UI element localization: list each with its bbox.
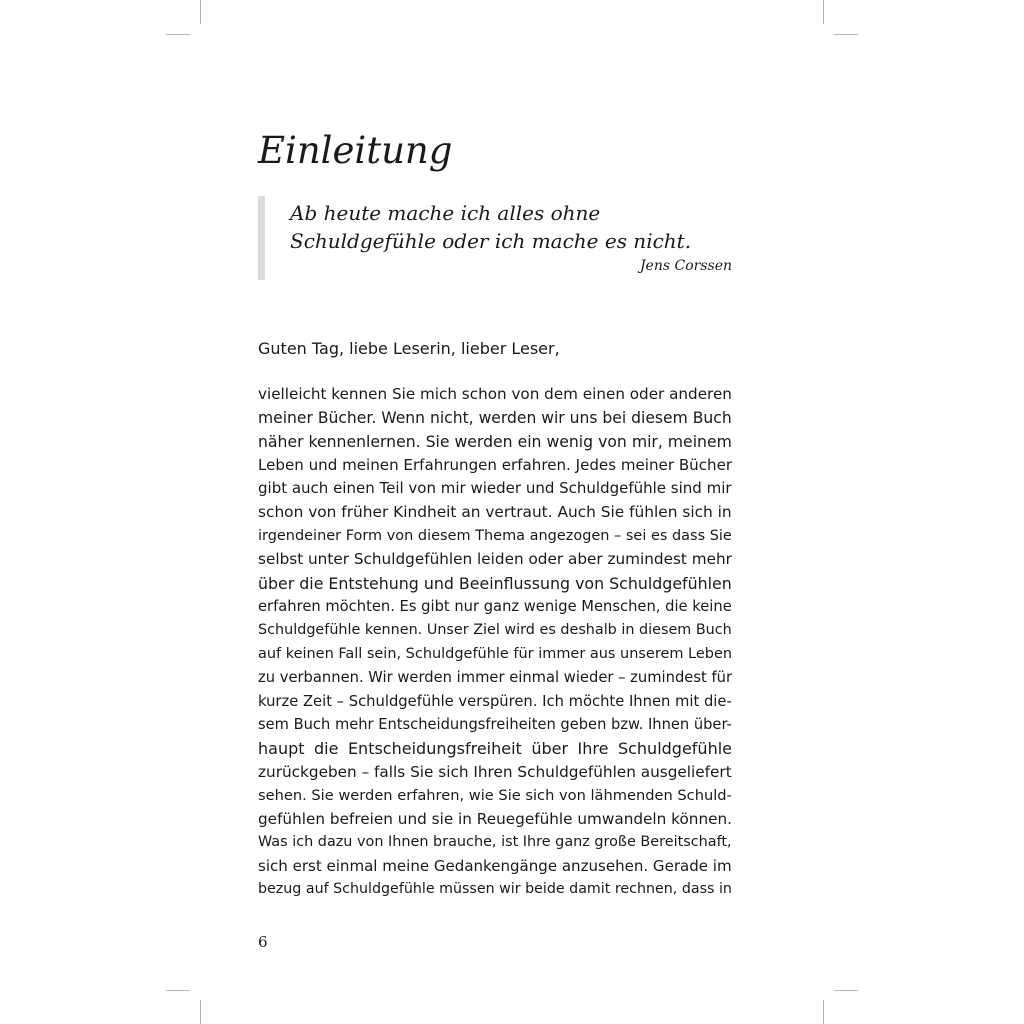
- crop-mark-bottom-right-vertical: [823, 1000, 824, 1024]
- crop-mark-bottom-left-vertical: [200, 1000, 201, 1024]
- body-line: gefühlen befreien und sie in Reuegefühle umwandeln können.: [258, 809, 732, 828]
- body-line: zu verbannen. Wir werden immer einmal wieder – zumindest für: [258, 669, 732, 687]
- epigraph-author: Jens Corssen: [639, 258, 732, 274]
- crop-mark-top-left-vertical: [200, 0, 201, 24]
- body-line: Was ich dazu von Ihnen brauche, ist Ihre ganz große Bereitschaft,: [258, 834, 732, 851]
- body-line: näher kennenlernen. Sie werden ein wenig von mir, meinem: [258, 432, 732, 452]
- body-paragraph: [258, 383, 732, 902]
- body-line: irgendeiner Form von diesem Thema angezogen – sei es dass Sie: [258, 527, 732, 544]
- body-line: vielleicht kennen Sie mich schon von dem einen oder anderen: [258, 385, 732, 403]
- body-line: auf keinen Fall sein, Schuldgefühle für immer aus unserem Leben: [258, 645, 732, 662]
- body-line: erfahren möchten. Es gibt nur ganz wenige Menschen, die keine: [258, 598, 732, 616]
- epigraph: [258, 196, 732, 280]
- crop-mark-top-left-horizontal: [166, 34, 190, 35]
- epigraph-line: Schuldgefühle oder ich mache es nicht.: [290, 229, 692, 253]
- body-line: bezug auf Schuldgefühle müssen wir beide damit rechnen, dass in: [258, 881, 732, 898]
- body-line: kurze Zeit – Schuldgefühle verspüren. Ich möchte Ihnen mit die-: [258, 692, 732, 710]
- crop-mark-bottom-left-horizontal: [166, 990, 190, 991]
- body-line: zurückgeben – falls Sie sich Ihren Schuldgefühlen ausgeliefert: [258, 762, 732, 781]
- body-line: sich erst einmal meine Gedankengänge anzusehen. Gerade im: [258, 856, 732, 875]
- epigraph-bar: [258, 196, 265, 280]
- body-line: selbst unter Schuldgefühlen leiden oder aber zumindest mehr: [258, 550, 732, 569]
- body-line: haupt die Entscheidungsfreiheit über Ihre Schuldgefühle: [258, 738, 732, 758]
- body-line: sehen. Sie werden erfahren, wie Sie sich von lähmenden Schuld-: [258, 787, 732, 805]
- page-number: 6: [258, 933, 268, 951]
- body-line: Leben und meinen Erfahrungen erfahren. Jedes meiner Bücher: [258, 455, 732, 474]
- chapter-title: Einleitung: [258, 129, 453, 172]
- crop-mark-bottom-right-horizontal: [834, 990, 858, 991]
- body-line: über die Entstehung und Beeinflussung von Schuldgefühlen: [258, 573, 732, 593]
- epigraph-quote: [290, 199, 691, 255]
- epigraph-line: Ab heute mache ich alles ohne: [290, 201, 601, 225]
- body-line: meiner Bücher. Wenn nicht, werden wir uns bei diesem Buch: [258, 408, 732, 427]
- body-line: schon von früher Kindheit an vertraut. Auch Sie fühlen sich in: [258, 502, 732, 521]
- crop-mark-top-right-vertical: [823, 0, 824, 24]
- salutation: Guten Tag, liebe Leserin, lieber Leser,: [258, 339, 560, 358]
- body-line: gibt auch einen Teil von mir wieder und Schuldgefühle sind mir: [258, 479, 732, 498]
- crop-mark-top-right-horizontal: [834, 34, 858, 35]
- body-line: Schuldgefühle kennen. Unser Ziel wird es deshalb in diesem Buch: [258, 621, 732, 638]
- body-line: sem Buch mehr Entscheidungsfreiheiten geben bzw. Ihnen über-: [258, 716, 732, 734]
